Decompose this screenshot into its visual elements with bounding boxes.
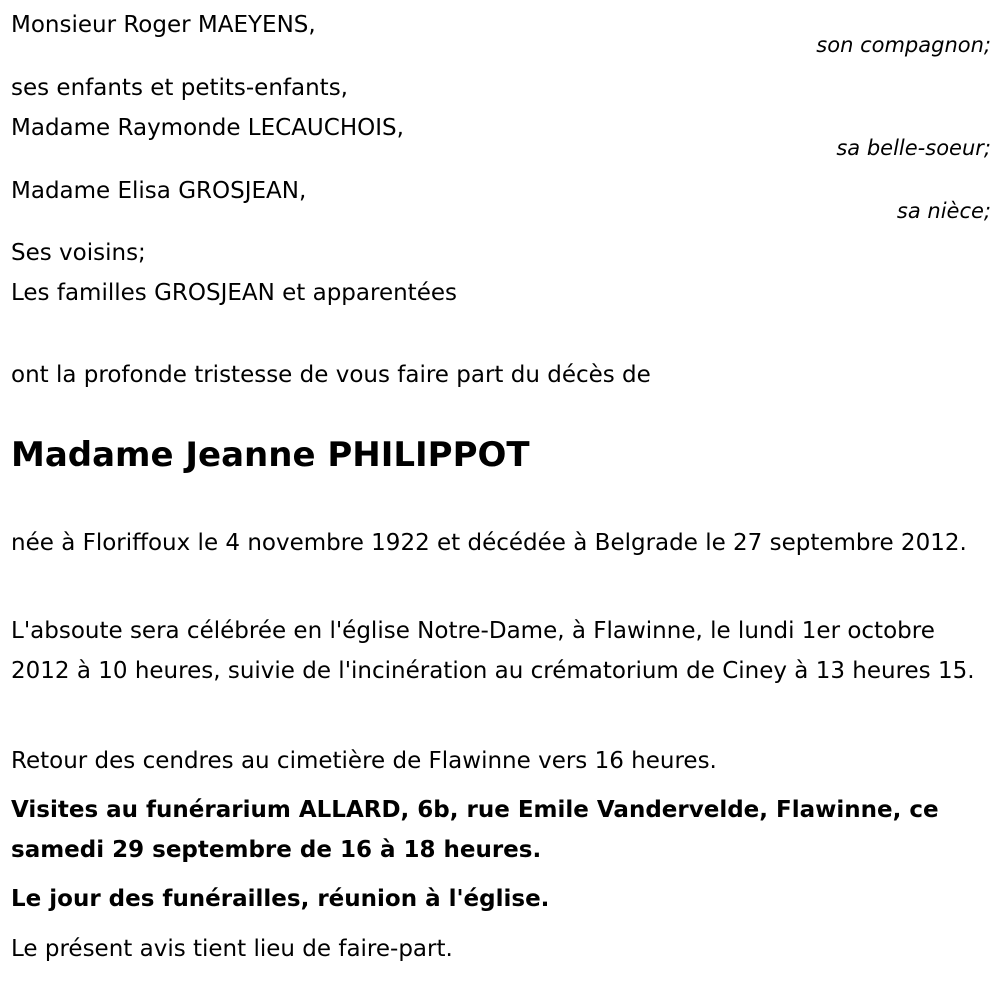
relation-elisa: sa nièce; [896, 199, 991, 223]
relation-raymonde: sa belle-soeur; [836, 136, 991, 160]
notice-text: Le présent avis tient lieu de faire-part. [11, 936, 453, 962]
family-block-4 [11, 233, 991, 313]
family-neighbours: Ses voisins; [11, 240, 146, 266]
deceased-name: Madame Jeanne PHILIPPOT [11, 435, 530, 475]
family-families: Les familles GROSJEAN et apparentées [11, 280, 457, 306]
name-block [11, 433, 991, 477]
ashes-block [11, 741, 991, 781]
announcement-block [11, 355, 991, 395]
family-block-3 [11, 171, 991, 224]
family-member-roger: Monsieur Roger MAEYENS, [11, 12, 316, 38]
family-member-elisa: Madame Elisa GROSJEAN, [11, 178, 307, 204]
relation-roger: son compagnon; [816, 33, 991, 57]
ashes-text: Retour des cendres au cimetière de Flawinne vers 16 heures. [11, 748, 717, 774]
announcement-text: ont la profonde tristesse de vous faire part du décès de [11, 362, 651, 388]
family-member-raymonde: Madame Raymonde LECAUCHOIS, [11, 115, 404, 141]
family-block-2 [11, 68, 991, 161]
birth-death-text: née à Floriffoux le 4 novembre 1922 et décédée à Belgrade le 27 septembre 2012. [11, 530, 967, 556]
visits-text: Visites au funérarium ALLARD, 6b, rue Emile Vandervelde, Flawinne, ce samedi 29 septembre de 16 à 18 heures. [11, 797, 939, 863]
meeting-block [11, 879, 991, 919]
notice-block [11, 929, 991, 969]
details-block [11, 523, 991, 563]
family-block [11, 5, 991, 58]
family-children: ses enfants et petits-enfants, [11, 75, 348, 101]
visits-block [11, 790, 991, 870]
meeting-text: Le jour des funérailles, réunion à l'église. [11, 886, 550, 912]
ceremony-block [11, 611, 991, 691]
ceremony-text: L'absoute sera célébrée en l'église Notre-Dame, à Flawinne, le lundi 1er octobre 2012 à 10 heures, suivie de l'incinération au crématorium de Ciney à 13 heures 15. [11, 618, 975, 684]
